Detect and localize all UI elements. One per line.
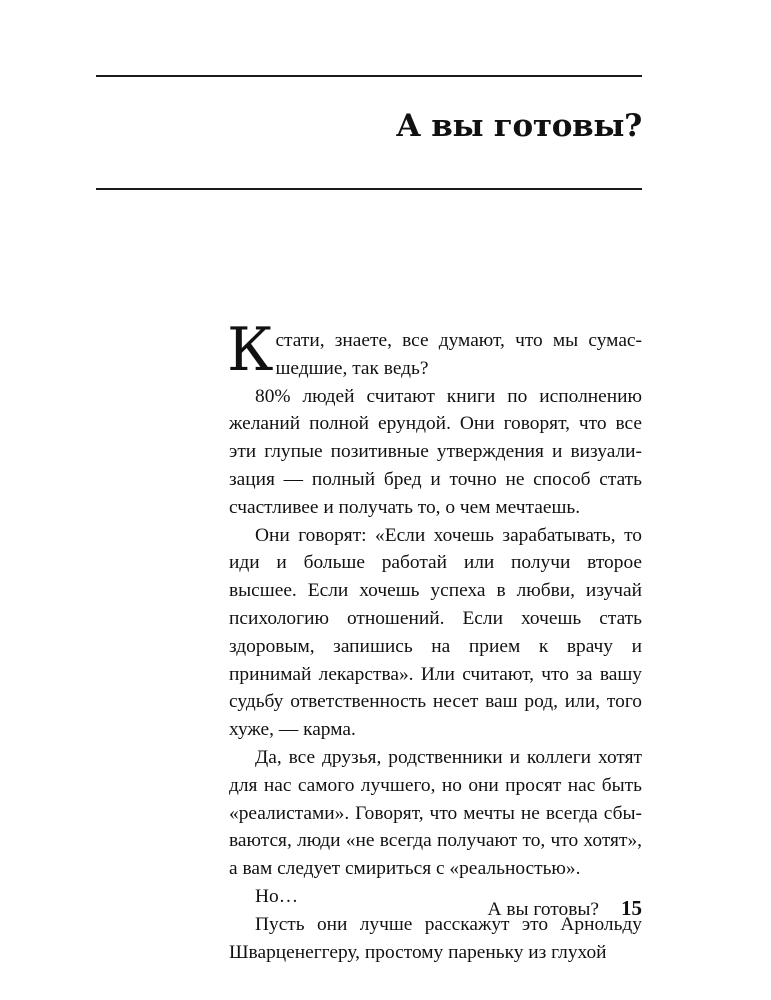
body-text xyxy=(227,315,642,966)
top-rule xyxy=(96,75,642,77)
running-title: А вы готовы? xyxy=(487,899,599,920)
page-footer xyxy=(488,895,643,923)
paragraph: Но… xyxy=(255,885,299,907)
paragraph: Да, все друзья, родственники и коллеги хотят для нас самого лучшего, но они просят нас быть «реалистами». Говорят, что мечты не всегда сбываются, люди «не всегда получают то, что хотят», а вам следует смириться с «реальностью». xyxy=(229,746,642,880)
paragraph: Они говорят: «Если хочешь зарабатывать, то иди и больше работай или получи второе высшее. Если хочешь успеха в любви, изучай психологию отношений. Если хочешь стать здоровым, запишись на прием к врачу и принимай лекарства». Или считают, что за вашу судьбу ответственность несет ваш род, или, того хуже, — карма. xyxy=(229,524,642,741)
paragraph: Пусть они лучше расскажут это Арнольду Шварценеггеру, простому пареньку из глухой xyxy=(229,913,642,963)
chapter-title: А вы готовы? xyxy=(395,108,642,144)
paragraph: 80% людей считают книги по исполнению желаний полной ерундой. Они говорят, что все эти глупые позитивные утверждения и визуализация — полный бред и точно не способ стать счастливее и получать то, о чем мечтаешь. xyxy=(229,385,642,518)
paragraph xyxy=(227,315,642,385)
page-number: 15 xyxy=(621,896,642,920)
paragraph-text: стати, знаете, все думают, что мы сумасшедшие, так ведь? xyxy=(275,330,642,379)
drop-cap: К xyxy=(227,315,274,385)
bottom-rule xyxy=(96,188,642,190)
